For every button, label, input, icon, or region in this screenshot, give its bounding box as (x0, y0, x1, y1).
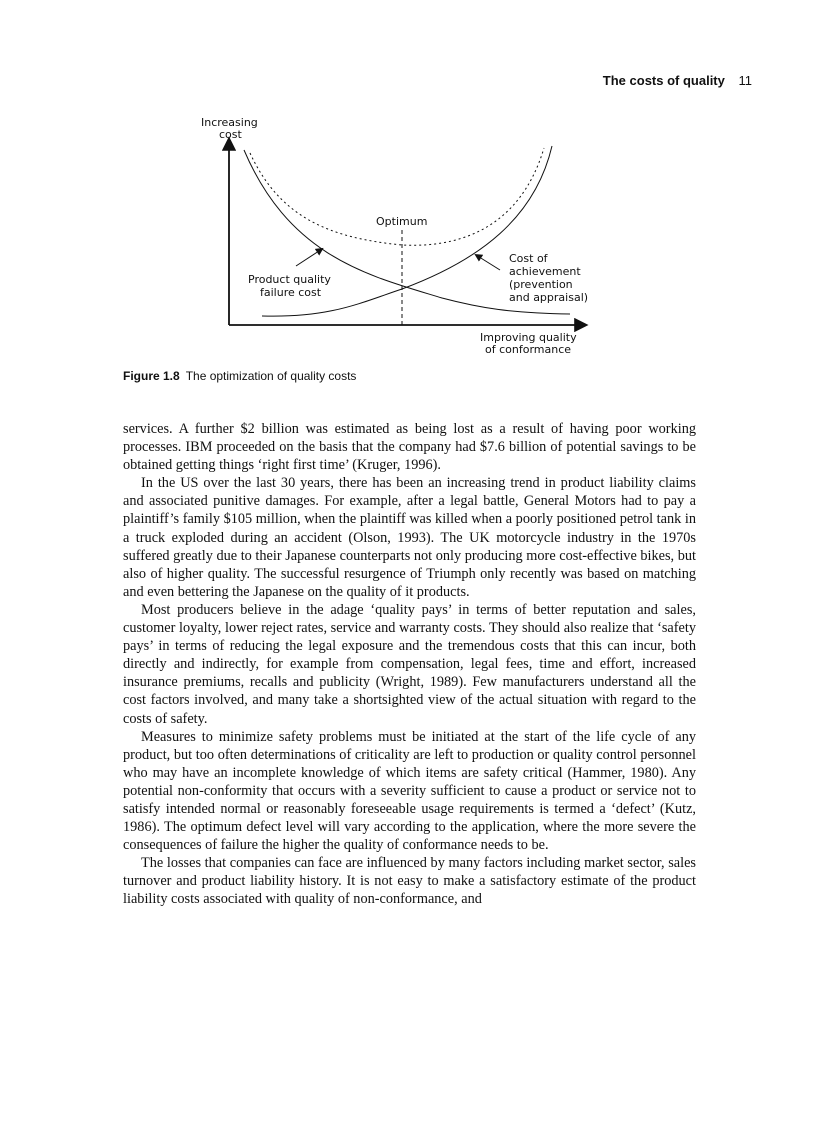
figure-caption-text: The optimization of quality costs (185, 369, 357, 383)
paragraph: Most producers believe in the adage ‘quality pays’ in terms of better reputation and sales, customer loyalty, lower reject rates, service and warranty costs. They should also realize that ‘safety pays’ in terms of reducing the legal exposure and the tremendous costs that this can incur, both directly and indirectly, for example from compensation, legal fees, time and effort, increased insurance premiums, recalls and publicity (Wright, 1989). Few manufacturers understand all the cost factors involved, and many take a shortsighted view of the actual situation with regard to the costs of safety. (123, 601, 696, 727)
figure-caption (123, 369, 356, 383)
running-header (603, 73, 752, 88)
optimum-label: Optimum (376, 215, 428, 228)
y-axis-label-line1: Increasing (201, 116, 258, 129)
quality-cost-diagram (180, 108, 610, 366)
paragraph: Measures to minimize safety problems must be initiated at the start of the life cycle of any product, but too often determinations of criticality are left to production or quality control personnel who may have an incomplete knowledge of which items are safety critical (Hammer, 1980). Any potential non-conformity that occurs with a severity sufficient to cause a product or service not to satisfy intended normal or reasonably foreseeable usage requirements is termed a ‘defect’ (Kutz, 1986). The optimum defect level will vary according to the application, where the more severe the consequences of failure the higher the quality of conformance needs to be. (123, 728, 696, 854)
paragraph: The losses that companies can face are influenced by many factors including market sector, sales turnover and product liability history. It is not easy to make a satisfactory estimate of the product liability costs associated with quality of non-conformance, and (123, 855, 696, 908)
achievement-label-line2: achievement (509, 265, 581, 278)
body-text (123, 420, 696, 909)
achievement-label-line1: Cost of (509, 252, 548, 265)
failure-label-line2: failure cost (260, 286, 322, 299)
paragraph: services. A further $2 billion was estimated as being lost as a result of having poor working processes. IBM proceeded on the basis that the company had $7.6 billion of potential savings to be obtained getting things ‘right first time’ (Kruger, 1996). (123, 421, 696, 474)
running-header-title: The costs of quality (602, 73, 725, 88)
paragraph: In the US over the last 30 years, there has been an increasing trend in product liability claims and associated punitive damages. For example, after a legal battle, General Motors had to pay a plaintiff’s family $105 million, when the plaintiff was killed when a poorly positioned petrol tank in a truck exploded during an accident (Olson, 1993). The UK motorcycle industry in the 1970s suffered greatly due to their Japanese counterparts not only producing more cost-effective bikes, but also of higher quality. The successful resurgence of Triumph only recently was based on matching and even bettering the Japanese on the quality of it products. (123, 475, 696, 600)
failure-cost-pointer (296, 249, 322, 266)
x-axis-label-line2: of conformance (485, 343, 572, 356)
page-number: 11 (738, 73, 752, 88)
achievement-label-line4: and appraisal) (509, 291, 589, 304)
y-axis-label-line2: cost (219, 128, 242, 141)
x-axis-label-line1: Improving quality (480, 331, 577, 344)
figure-caption-label: Figure 1.8 (123, 369, 180, 383)
total-cost-curve (250, 148, 544, 245)
achievement-label-line3: (prevention (509, 278, 573, 291)
quality-cost-figure (180, 108, 610, 366)
achievement-cost-pointer (476, 255, 500, 270)
failure-label-line1: Product quality (248, 273, 331, 286)
